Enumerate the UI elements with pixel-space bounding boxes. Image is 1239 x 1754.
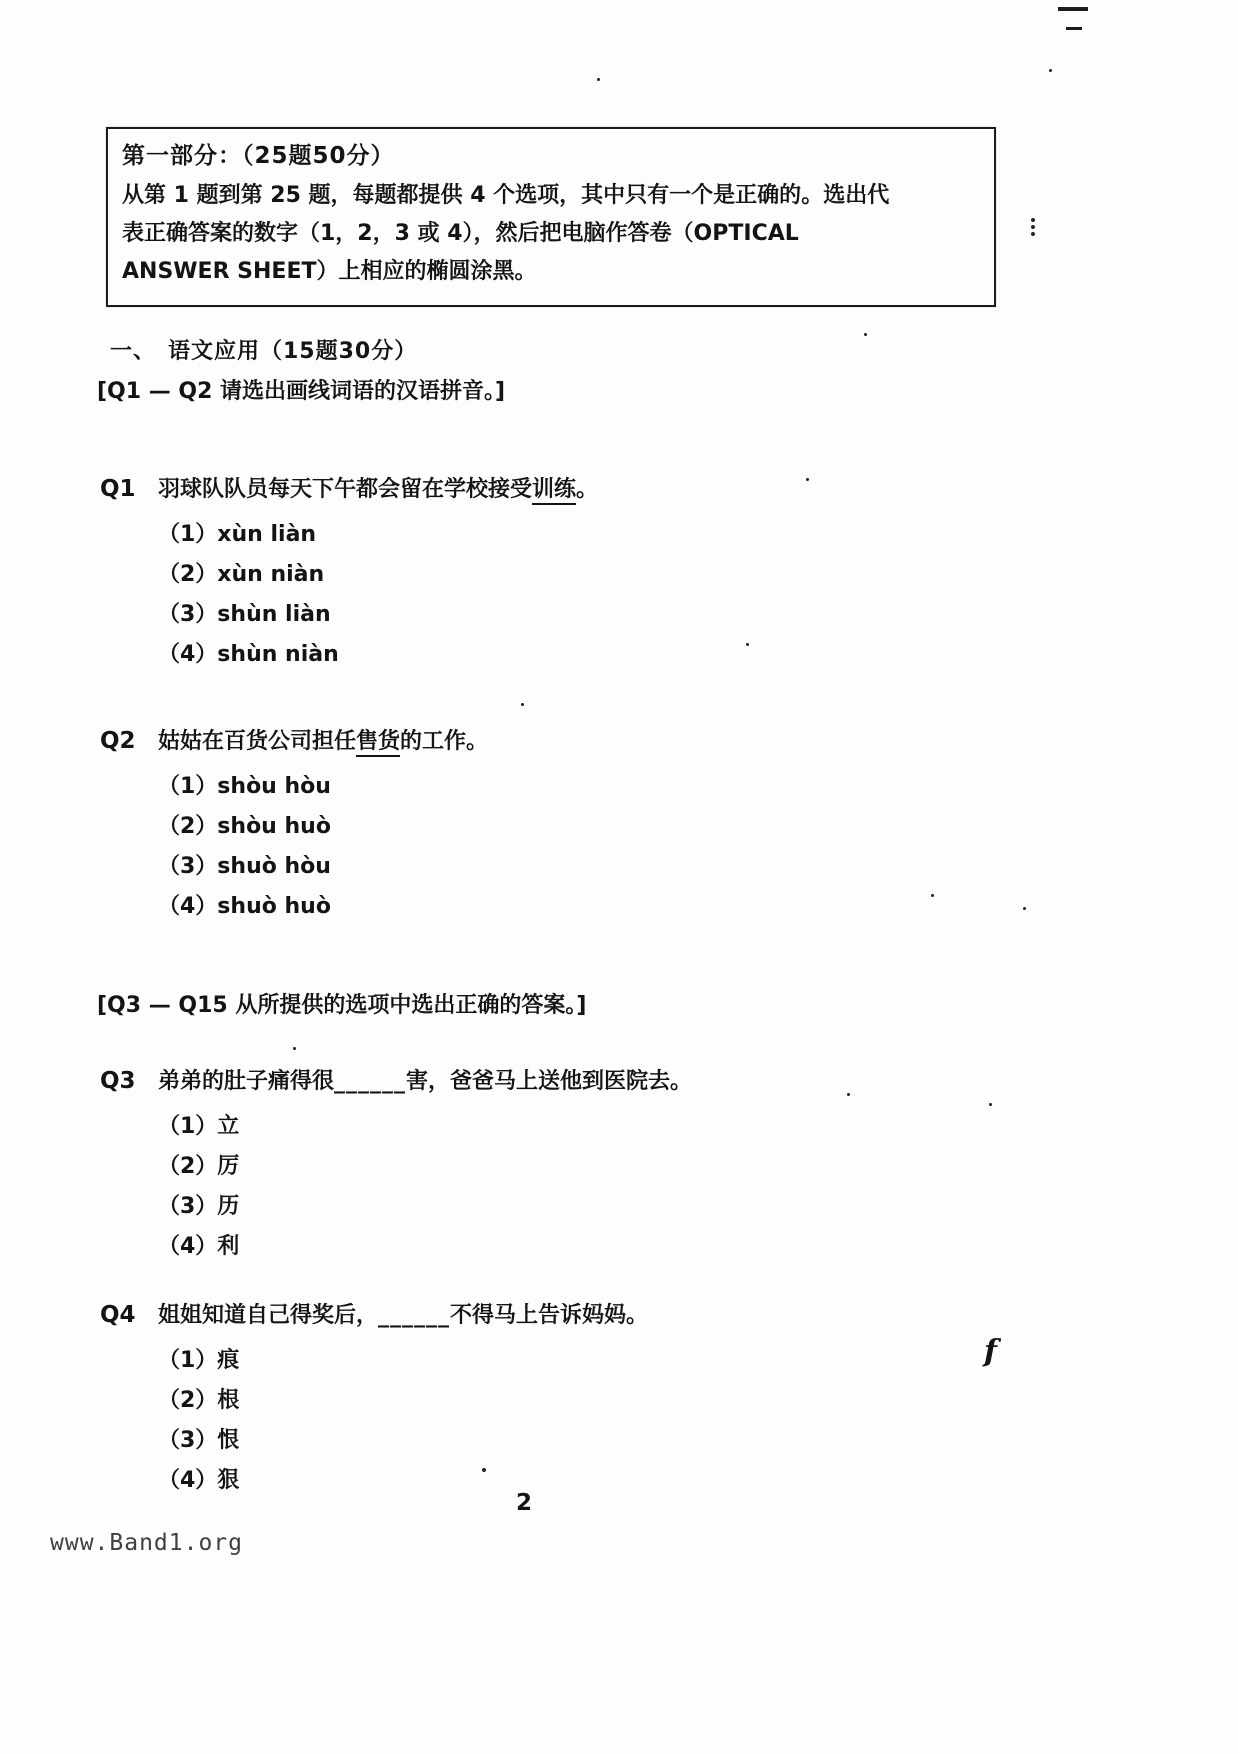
scan-speck [864, 333, 867, 336]
option-2: （2）厉 [158, 1154, 240, 1179]
scan-speck [597, 78, 600, 81]
option-1: （1）shòu hòu [158, 774, 331, 799]
scan-speck [989, 1103, 992, 1106]
options-list [158, 515, 1100, 675]
question-line [100, 1298, 1100, 1329]
instruction-line: 从第 1 题到第 25 题，每题都提供 4 个选项，其中只有一个是正确的。选出代 [122, 183, 890, 208]
section-heading: 一、 语文应用（15题30分） [110, 339, 418, 364]
option-3: （3）shùn liàn [158, 602, 331, 627]
scan-dash-artifact [1066, 27, 1082, 30]
question-text-post: 的工作。 [400, 729, 489, 754]
question-text-pre: 姑姑在百货公司担任 [158, 729, 357, 754]
question-text [158, 1064, 692, 1095]
instructions-box [106, 127, 996, 307]
q1-q2-instruction: [Q1 — Q2 请选出画线词语的汉语拼音。] [97, 379, 506, 404]
scan-speck [1023, 907, 1026, 910]
question-number: Q1 [100, 476, 136, 502]
answer-blank: ______ [334, 1069, 407, 1094]
scan-dash-artifact [1058, 7, 1088, 11]
underlined-word: 售货 [356, 729, 400, 757]
option-4: （4）利 [158, 1234, 240, 1259]
scan-dots-artifact [1031, 218, 1039, 236]
question-number: Q4 [100, 1302, 136, 1328]
scan-speck [746, 643, 749, 646]
question-number: Q3 [100, 1068, 136, 1094]
options-list [158, 1107, 1100, 1267]
scan-speck [931, 894, 934, 897]
part-one-title: 第一部分：（25题50分） [122, 143, 395, 169]
question-text [158, 724, 488, 755]
option-4: （4）狠 [158, 1468, 240, 1493]
options-list [158, 1341, 1100, 1501]
question-text-post: 害，爸爸马上送他到医院去。 [406, 1069, 693, 1094]
scan-stray-glyph: f [984, 1334, 997, 1369]
scan-speck [521, 703, 524, 706]
option-2: （2）shòu huò [158, 814, 331, 839]
option-2: （2）根 [158, 1388, 240, 1413]
options-list [158, 767, 1100, 927]
option-3: （3）恨 [158, 1428, 240, 1453]
question-q4 [100, 1298, 1100, 1501]
option-1: （1）xùn liàn [158, 522, 317, 547]
option-3: （3）shuò hòu [158, 854, 331, 879]
page-number: 2 [516, 1490, 533, 1516]
watermark-url: www.Band1.org [50, 1530, 244, 1556]
question-line [100, 472, 1100, 503]
scan-speck [482, 1468, 486, 1472]
option-1: （1）立 [158, 1114, 240, 1139]
option-2: （2）xùn niàn [158, 562, 325, 587]
answer-blank: ______ [378, 1303, 451, 1328]
question-line [100, 724, 1100, 755]
scan-speck [293, 1047, 296, 1050]
instructions-text [122, 177, 986, 291]
question-text-pre: 弟弟的肚子痛得很 [158, 1069, 335, 1094]
question-line [100, 1064, 1100, 1095]
scan-speck [806, 478, 809, 481]
scan-speck [847, 1093, 850, 1096]
question-q1 [100, 472, 1100, 675]
instruction-line: 表正确答案的数字（1，2，3 或 4），然后把电脑作答卷（OPTICAL [122, 221, 799, 246]
question-text-pre: 羽球队队员每天下午都会留在学校接受 [158, 477, 533, 502]
q3-q15-instruction: [Q3 — Q15 从所提供的选项中选出正确的答案。] [97, 993, 587, 1018]
option-3: （3）历 [158, 1194, 240, 1219]
question-text [158, 1298, 648, 1329]
scan-speck [1049, 69, 1052, 72]
question-q2 [100, 724, 1100, 927]
option-1: （1）痕 [158, 1348, 240, 1373]
instruction-line: ANSWER SHEET）上相应的椭圆涂黑。 [122, 259, 537, 284]
question-text [158, 472, 598, 503]
question-text-post: 不得马上告诉妈妈。 [450, 1303, 649, 1328]
underlined-word: 训练 [532, 477, 576, 505]
question-number: Q2 [100, 728, 136, 754]
option-4: （4）shuò huò [158, 894, 331, 919]
question-text-pre: 姐姐知道自己得奖后， [158, 1303, 379, 1328]
question-q3 [100, 1064, 1100, 1267]
option-4: （4）shùn niàn [158, 642, 339, 667]
question-text-post: 。 [576, 477, 599, 502]
